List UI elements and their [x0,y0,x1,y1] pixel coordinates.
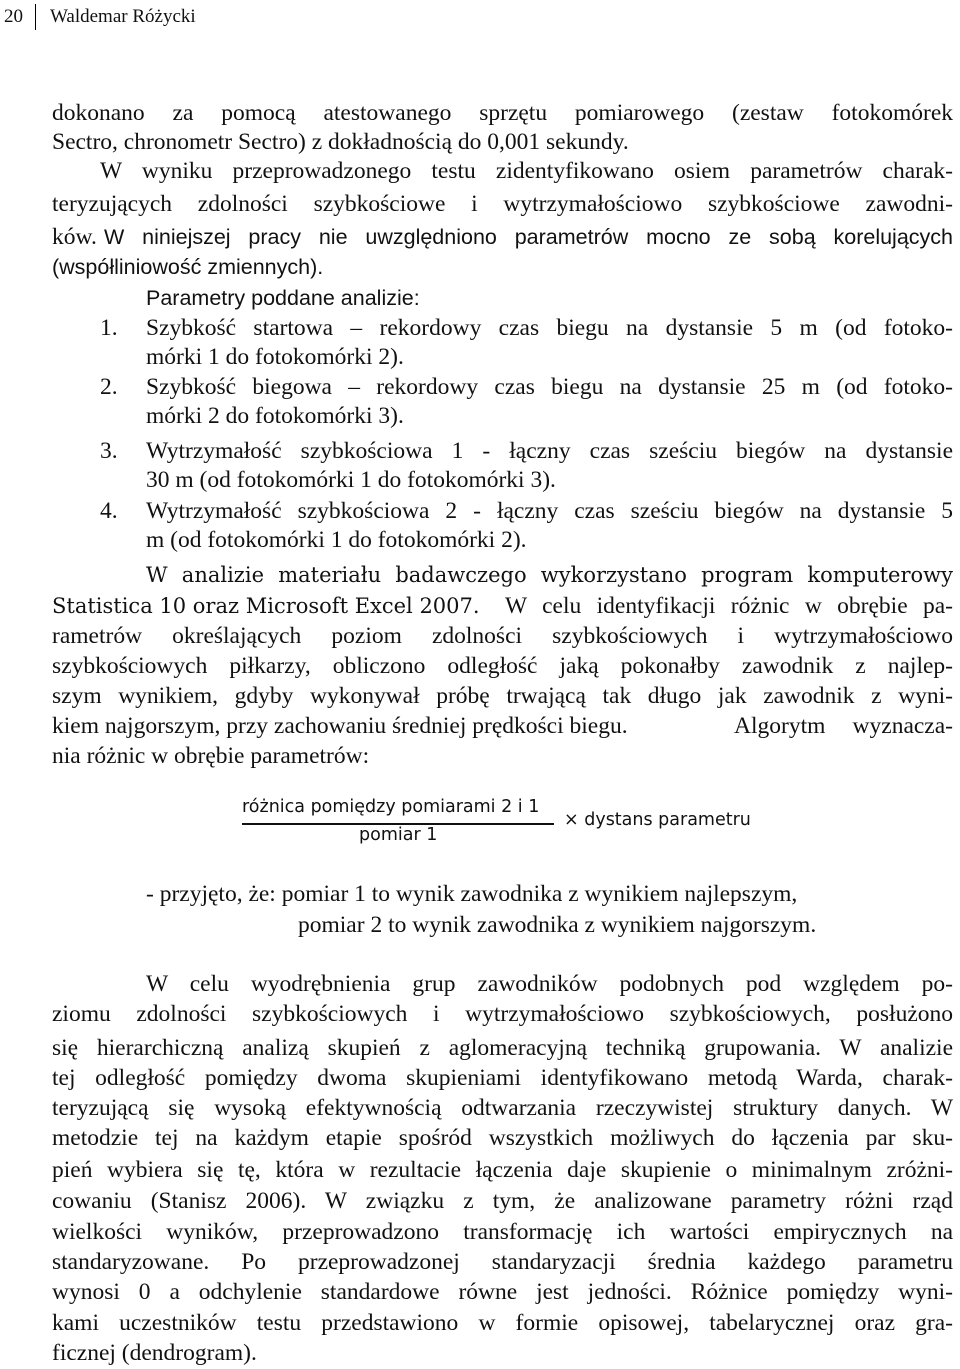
formula-denominator: pomiar 1 [359,825,438,845]
text-line: Parametry poddane analizie: [146,286,420,310]
note-line: - przyjęto, że: pomiar 1 to wynik zawodnika z wynikiem najlepszym, [146,881,798,907]
header-author: Waldemar Różycki [50,6,196,27]
text-line: ficznej (dendrogram). [52,1340,257,1366]
text-line: teryzującą się wysoką efektywnością odtwarzania rzeczywistej struktury danych. W [52,1095,953,1121]
text-line: rametrów określających poziom zdolności szybkościowych i wytrzymałościowo [52,623,953,649]
list-item-line: Szybkość startowa – rekordowy czas biegu na dystansie 5 m (od fotoko- [146,315,953,341]
text-line: pień wybiera się tę, która w rezultacie łączenia daje skupienie o minimalnym zróżni- [52,1157,953,1183]
text-line: ziomu zdolności szybkościowych i wytrzymałościowo szybkościowych, posłużono [52,1001,953,1027]
note-line: pomiar 2 to wynik zawodnika z wynikiem najgorszym. [298,912,817,938]
text-line: ków. [52,224,97,250]
list-number: 1. [100,315,118,341]
formula-numerator: różnica pomiędzy pomiarami 2 i 1 [242,797,540,817]
text-line: Sectro, chronometr Sectro) z dokładnością do 0,001 sekundy. [52,129,629,155]
text-line: Statistica 10 oraz Microsoft Excel 2007. [52,594,480,618]
text-line: nia różnic w obrębie parametrów: [52,743,370,769]
text-line: W celu identyfikacji różnic w obrębie pa- [505,593,953,619]
text-line: teryzujących zdolności szybkościowe i wytrzymałościowo szybkościowe zawodni- [52,191,953,217]
text-line: Algorytm wyznacza- [734,713,953,739]
list-item-line: Wytrzymałość szybkościowa 1 - łączny czas sześciu biegów na dystansie [146,438,953,464]
running-header [4,4,196,30]
list-item-line: m (od fotokomórki 1 do fotokomórki 2). [146,527,527,553]
list-number: 4. [100,498,118,524]
text-line: się hierarchiczną analizą skupień z aglomeracyjną techniką grupowania. W analizie [52,1035,953,1061]
text-line: W niniejszej pracy nie uwzględniono parametrów mocno ze sobą korelujących [104,225,953,249]
list-item-line: mórki 1 do fotokomórki 2). [146,344,404,370]
text-line: kami uczestników testu przedstawiono w formie opisowej, tabelarycznej oraz gra- [52,1310,953,1336]
text-line: kiem najgorszym, przy zachowaniu średniej prędkości biegu. [52,713,628,739]
text-line: standaryzowane. Po przeprowadzonej standaryzacji średnia każdego parametru [52,1249,953,1275]
page-number: 20 [4,6,23,27]
list-number: 2. [100,374,118,400]
text-line: W analizie materiału badawczego wykorzystano program komputerowy [146,563,953,587]
text-line: szym wynikiem, gdyby wykonywał próbę trwającą tak długo jak zawodnik z wyni- [52,683,953,709]
text-line: W wyniku przeprowadzonego testu zidentyfikowano osiem parametrów charak- [100,158,953,184]
text-line: tej odległość pomiędzy dwoma skupieniami identyfikowano metodą Warda, charak- [52,1065,953,1091]
text-line: cowaniu (Stanisz 2006). W związku z tym, że analizowane parametry różni rząd [52,1188,953,1214]
text-line: wynosi 0 a odchylenie standardowe równe jest jedności. Różnice pomiędzy wyni- [52,1279,953,1305]
list-item-line: 30 m (od fotokomórki 1 do fotokomórki 3). [146,467,556,493]
formula-multiplier: × dystans parametru [564,810,751,830]
text-line: metodzie tej na każdym etapie spośród wszystkich możliwych do łączenia par sku- [52,1125,953,1151]
text-line: dokonano za pomocą atestowanego sprzętu pomiarowego (zestaw fotokomórek [52,100,953,126]
list-number: 3. [100,438,118,464]
text-line: W celu wyodrębnienia grup zawodników podobnych pod względem po- [146,971,953,997]
list-item-line: Szybkość biegowa – rekordowy czas biegu na dystansie 25 m (od fotoko- [146,374,953,400]
text-line: szybkościowych piłkarzy, obliczono odległość jaką pokonałby zawodnik z najlep- [52,653,953,679]
list-item-line: mórki 2 do fotokomórki 3). [146,403,404,429]
text-line: (współliniowość zmiennych). [52,255,324,279]
text-line: wielkości wyników, przeprowadzono transformację ich wartości empirycznych na [52,1219,953,1245]
list-item-line: Wytrzymałość szybkościowa 2 - łączny czas sześciu biegów na dystansie 5 [146,498,953,524]
